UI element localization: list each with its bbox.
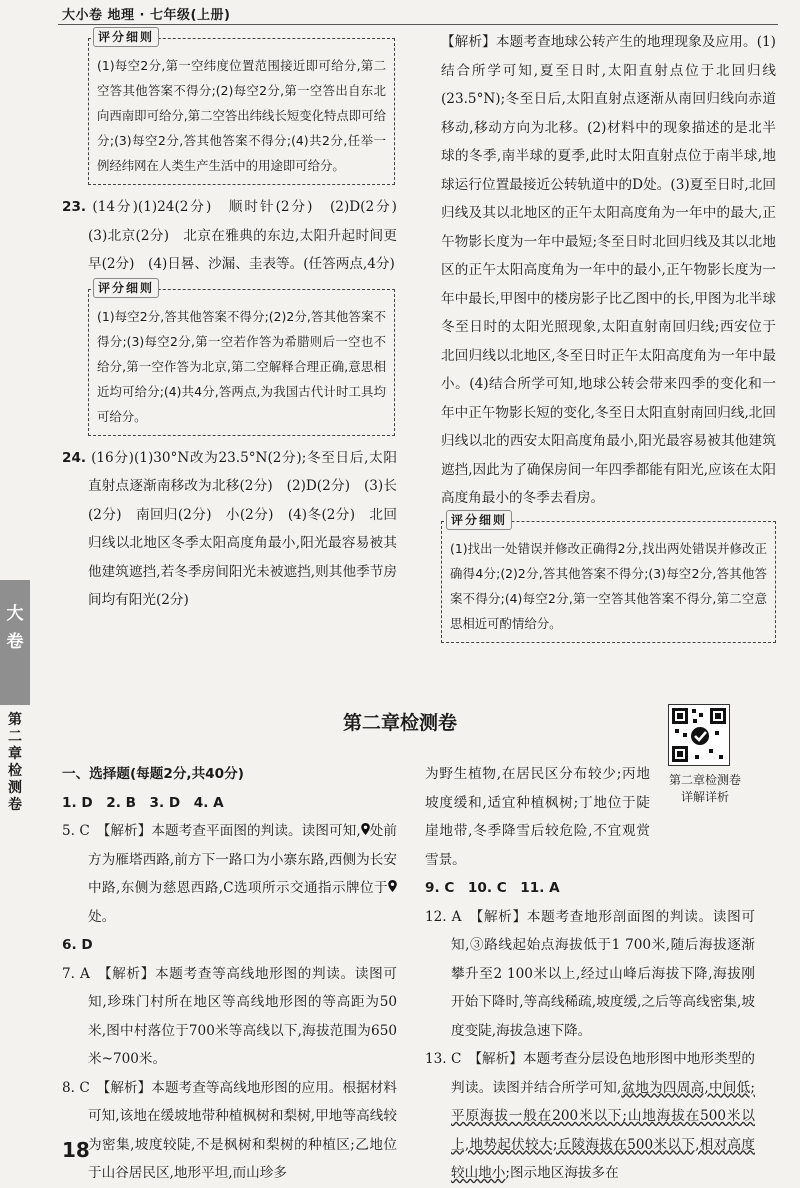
scoring-box-24	[441, 512, 776, 643]
question-8-continued: 为野生植物,在居民区分布较少;丙地坡度缓和,适宜种植枫树;丁地位于陡崖地带,冬季降雪后较危险,不宜观赏雪景。	[425, 766, 650, 868]
answer-6: 6. D	[62, 937, 93, 953]
question-7: 7. A 【解析】本题考查等高线地形图的判读。读图可知,珍珠门村所在地区等高线地形图的等高距为50米,图中村落位于700米等高线以下,海拔范围为650米~700米。	[62, 965, 397, 1067]
question-5	[62, 817, 397, 931]
side-tab-bottom: 卷	[6, 632, 24, 652]
question-12: 12. A 【解析】本题考查地形剖面图的判读。读图可知,③路线起始点海拔低于1 700米,随后海拔逐渐攀升至2 100米以上,经过山峰后海拔下降,海拔刚开始下降时,等高线稀疏,坡度缓,之后等高线密集,坡度变陡,海拔急速下降。	[425, 908, 755, 1039]
qr-label-line2: 详解详析	[680, 790, 729, 804]
qr-code-icon[interactable]	[668, 704, 730, 766]
scoring-tag: 评分细则	[93, 278, 159, 298]
right-column	[441, 28, 776, 643]
section-heading: 一、选择题(每题2分,共40分)	[62, 766, 244, 782]
scoring-tag: 评分细则	[93, 27, 159, 47]
q5-text-c: 处。	[88, 908, 116, 925]
location-pin-icon	[388, 880, 397, 892]
q13-underlined: 盆地为四周高,中间低;平原海拔一般在200米以下;山地海拔在500米以上,地势起伏较大;丘陵海拔在500米以下,相对高度较山地小	[451, 1079, 755, 1181]
q13-text-a: 13. C 【解析】本题考查分层设色地形图中地形类型的判读。读图并结合所学可知,	[425, 1051, 755, 1096]
lower-left-column	[62, 760, 397, 1188]
page-number: 18	[62, 1138, 90, 1162]
chapter-title: 第二章检测卷	[342, 712, 457, 734]
scoring-text-24: (1)找出一处错误并修改正确得2分,找出两处错误并修改正确得4分;(2)2分,答其他答案不得分;(3)每空2分,答其他答案不得分;(4)每空2分,第一空答其他答案不得分,第二空意思相近可酌情给分。	[450, 540, 767, 631]
answers-9-11: 9. C 10. C 11. A	[425, 880, 560, 896]
q23-number: 23.	[62, 199, 87, 215]
scoring-box-23	[88, 280, 395, 436]
analysis-24: 【解析】本题考查地球公转产生的地理现象及应用。(1)结合所学可知,夏至日时,太阳直射点位于北回归线(23.5°N);冬至日后,太阳直射点逐渐从南回归线向赤道移动,移动方向为北移。(2)材料中的现象描述的是北半球的冬季,南半球的夏季,此时太阳直射点位于南半球,地球运行位置最接近公转轨道中的D处。(3)夏至日时,北回归线及其以北地区的正午太阳高度角为一年中的最大,正午物影长度为一年中最短;冬至日时北回归线及其以北地区的正午太阳高度角为一年中的最小,正午物影长度为一年中最长,甲图中的楼房影子比乙图中的长,甲图为北半球冬至日时的太阳光照现象,太阳直射南回归线;西安位于北回归线以北地区,冬至日时正午太阳高度角为一年中最小。(4)结合所学可知,地球公转会带来四季的变化和一年中正午物影长短的变化,冬至日太阳直射南回归线,北回归线以北的西安太阳高度角最小,阳光最容易被其他建筑遮挡,因此为了确保房间一年四季都能有阳光,应该在太阳高度角最小的冬季去看房。	[441, 34, 776, 506]
lower-right-column	[425, 760, 755, 1188]
question-23	[62, 193, 411, 279]
q24-text: (16分)(1)30°N改为23.5°N(2分);冬至日后,太阳直射点逐渐南移改为北移(2分) (2)D(2分) (3)长(2分) 南回归(2分) 小(2分) (4)冬(2分) 北回归线以北地区冬季太阳高度角最小,阳光最容易被其他建筑遮挡,若冬季房间阳光未被遮挡,则其他季节房间均有阳光(2分)	[88, 449, 397, 608]
question-13	[425, 1045, 755, 1188]
side-vertical-title: 第二章检测卷	[8, 712, 22, 813]
answers-1-4: 1. D 2. B 3. D 4. A	[62, 794, 224, 811]
question-24	[62, 444, 397, 615]
location-pin-icon	[361, 823, 370, 835]
header-rule	[58, 24, 778, 25]
qr-label-line1: 第二章检测卷	[668, 773, 741, 787]
scoring-text-23: (1)每空2分,答其他答案不得分;(2)2分,答其他答案不得分;(3)每空2分,第一空若作答为希腊则后一空也不给分,第一空作答为北京,第二空解释合理正确,意思相近均可给分;(4)共4分,答两点,为我国古代计时工具均可给分。	[97, 308, 386, 424]
side-tab-top: 大	[6, 604, 24, 624]
q5-text-b: 处前方为雁塔西路,前方下一路口为小寨东路,西侧为长安中路,东侧为慈恩西路,C选项所示交通指示牌位于	[88, 823, 398, 896]
q5-text-a: 5. C 【解析】本题考查平面图的判读。读图可知,	[62, 823, 361, 839]
q13-text-b: ;图示地区海拔多在	[505, 1165, 619, 1181]
q24-number: 24.	[62, 449, 87, 466]
question-8: 8. C 【解析】本题考查等高线地形图的应用。根据材料可知,该地在缓坡地带种植枫树和梨树,甲地等高线较为密集,坡度较陡,不是枫树和梨树的种植区;乙地位于山谷居民区,地形平坦,而山珍多	[62, 1079, 397, 1181]
scoring-text-22: (1)每空2分,第一空纬度位置范围接近即可给分,第二空答其他答案不得分;(2)每空2分,第一空答出自东北向西南即可给分,第二空答出纬线长短变化特点即可给分;(3)每空2分,答其他答案不得分;(4)共2分,任举一例经纬网在人类生产生活中的用途即可给分。	[97, 58, 386, 173]
scoring-box-22	[88, 30, 395, 185]
left-column	[62, 28, 411, 615]
scoring-tag: 评分细则	[446, 510, 512, 530]
page-header: 大小卷 地理 · 七年级(上册)	[62, 8, 231, 23]
side-tab	[0, 580, 30, 705]
q23-text: (14分)(1)24(2分) 顺时针(2分) (2)D(2分) (3)北京(2分) 北京在雅典的东边,太阳升起时间更早(2分) (4)日晷、沙漏、圭表等。(任答两点,4分)	[88, 199, 411, 272]
